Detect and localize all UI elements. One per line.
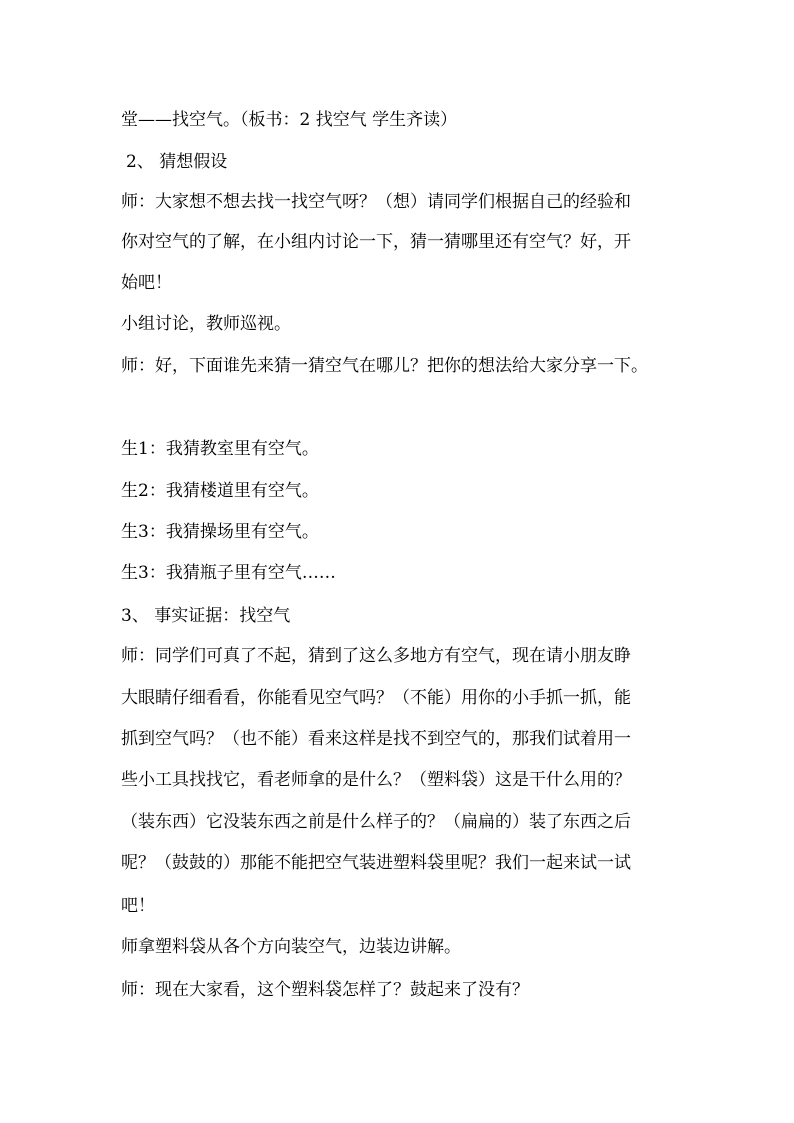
text-line: 呢？（鼓鼓的）那能不能把空气装进塑料袋里呢？我们一起来试一试 bbox=[121, 853, 631, 873]
text-line: 堂——找空气。（板书：2 找空气 学生齐读） bbox=[121, 110, 458, 130]
text-line: 你对空气的了解，在小组内讨论一下，猜一猜哪里还有空气？好，开 bbox=[121, 232, 631, 252]
text-line: 小组讨论，教师巡视。 bbox=[121, 314, 291, 334]
text-line: 抓到空气吗？（也不能）看来这样是找不到空气的，那我们试着用一 bbox=[121, 729, 631, 749]
text-line: 生3：我猜瓶子里有空气…… bbox=[121, 563, 336, 583]
text-line: 师：好，下面谁先来猜一猜空气在哪儿？把你的想法给大家分享一下。 bbox=[121, 356, 648, 376]
text-line: 师：现在大家看，这个塑料袋怎样了？鼓起来了没有？ bbox=[121, 980, 529, 1000]
text-line: 生1：我猜教室里有空气。 bbox=[121, 439, 319, 459]
text-line: 些小工具找找它，看老师拿的是什么？（塑料袋）这是干什么用的？ bbox=[121, 770, 631, 790]
text-line: 师：大家想不想去找一找空气呀？（想）请同学们根据自己的经验和 bbox=[121, 192, 631, 212]
section-heading: 2、 猜想假设 bbox=[126, 152, 228, 172]
section-heading: 3、 事实证据：找空气 bbox=[121, 606, 291, 626]
text-line: 吧！ bbox=[121, 896, 155, 916]
text-line: 始吧！ bbox=[121, 273, 172, 293]
text-line: 师拿塑料袋从各个方向装空气，边装边讲解。 bbox=[121, 937, 461, 957]
text-line: 生2：我猜楼道里有空气。 bbox=[121, 481, 319, 501]
text-line: （装东西）它没装东西之前是什么样子的？（扁扁的）装了东西之后 bbox=[121, 812, 631, 832]
text-line: 生3：我猜操场里有空气。 bbox=[121, 522, 319, 542]
text-line: 师：同学们可真了不起，猜到了这么多地方有空气，现在请小朋友睁 bbox=[121, 646, 631, 666]
text-line: 大眼睛仔细看看，你能看见空气吗？（不能）用你的小手抓一抓，能 bbox=[121, 688, 631, 708]
